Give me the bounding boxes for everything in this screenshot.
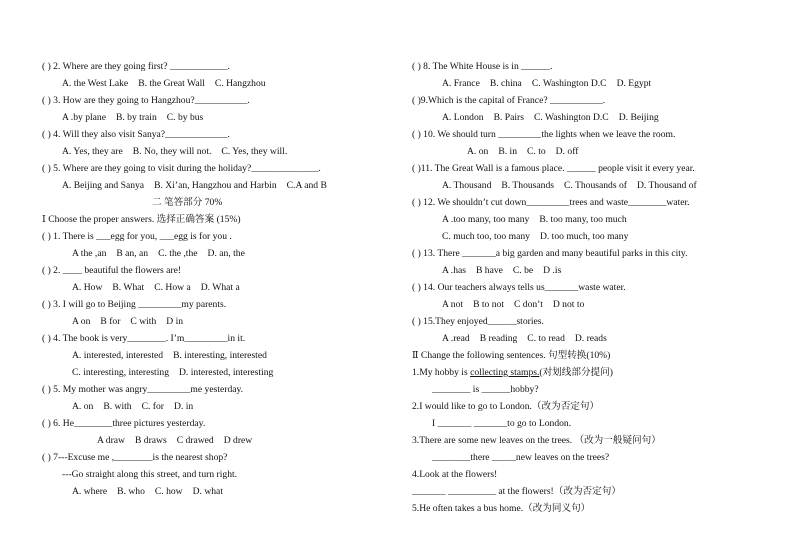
option-c: C with [130,316,157,327]
question-line: ( ) 3. I will go to Beijing _________my parents. [42,299,227,310]
option-b: B. the Great Wall [138,78,205,89]
question-line: ________ is ______hobby? [432,384,539,395]
question-line: ( ) 4. The book is very________. I’m_________in it. [42,333,246,344]
option-c: C don’t [513,299,543,310]
question-line: ( ) 10. We should turn _________the lights when we leave the room. [412,129,676,140]
option-a: C. much too, too many [442,231,530,242]
question-line: ( ) 4. Will they also visit Sanya?_____________. [42,129,230,140]
answer-options [42,109,372,126]
option-b: B. What [112,282,145,293]
option-c: C. Yes, they will. [221,146,288,157]
option-a: A. Yes, they are [62,146,123,157]
question-line: ---Go straight along this street, and turn right. [62,469,238,480]
option-d: D. Beijing [618,112,659,123]
option-b: B for [100,316,121,327]
question-line: 3.There are some new leaves on the trees. （改为一般疑问句） [412,435,661,446]
option-b: B. by train [115,112,157,123]
option-a: A. Thousand [442,180,492,191]
question-line: ________there _____new leaves on the trees? [432,452,610,463]
option-a: A. Beijing and Sanya [62,180,145,191]
option-a: A .by plane [62,112,106,123]
option-d: D .is [543,265,562,276]
option-b: D. interested, interesting [179,367,274,378]
answer-options [42,75,372,92]
option-c: C. Washington D.C [533,112,609,123]
question-line: ( )11. The Great Wall is a famous place. ______ people visit it every year. [412,163,695,174]
option-a: A on [72,316,91,327]
option-a: A. France [442,78,480,89]
question-line: 4.Look at the flowers! [412,469,498,480]
option-b: B. No, they will not. [132,146,212,157]
option-b: B. interesting, interested [173,350,267,361]
option-d: D. an, the [207,248,245,259]
answer-options [42,313,372,330]
answer-options [412,330,782,347]
option-d: D. What a [200,282,240,293]
option-c: C. for [141,401,164,412]
question-line: Ⅰ Choose the proper answers. 选择正确答案 (15%) [42,214,241,225]
option-a: A. interested, interested [72,350,164,361]
question-line: ( ) 8. The White House is in ______. [412,61,553,72]
option-a: C. interesting, interesting [72,367,169,378]
option-b: B have [475,265,503,276]
option-a: A. How [72,282,103,293]
option-d: D drew [223,435,253,446]
option-b: B. china [489,78,522,89]
option-c: C. How a [154,282,191,293]
answer-options [42,245,372,262]
question-line: _______ __________ at the flowers!（改为否定句） [412,486,621,497]
answer-options [412,75,782,92]
option-c: C. the ,the [158,248,198,259]
option-b: B. who [117,486,145,497]
answer-options [412,109,782,126]
answer-options [42,177,372,194]
option-d: D in [166,316,184,327]
option-c: C. Thousands of [563,180,627,191]
answer-options [412,262,782,279]
option-b: B. Thousands [501,180,554,191]
question-line: ( )9.Which is the capital of France? ___________. [412,95,606,106]
answer-options [42,483,372,500]
option-a: A not [442,299,464,310]
option-b: B. Pairs [493,112,524,123]
option-a: A .read [442,333,470,344]
option-a: A. where [72,486,108,497]
option-b: D. too much, too many [539,231,629,242]
answer-options [42,279,372,296]
answer-options [412,228,782,245]
question-text: (对划线部分提问) [539,367,613,378]
option-c: C drawed [176,435,214,446]
option-d: D. reads [574,333,607,344]
answer-options [42,143,372,160]
question-line: 二 笔答部分 70% [152,197,223,208]
option-b: B reading [479,333,518,344]
answer-options [412,211,782,228]
question-line: 5.He often takes a bus home.（改为同义句） [412,503,591,514]
option-c: C. Hangzhou [214,78,266,89]
left-column [42,58,372,500]
question-line: ( ) 13. There _______a big garden and many beautiful parks in this city. [412,248,688,259]
question-line: ( ) 1. There is ___egg for you, ___egg is for you . [42,231,232,242]
option-a: A draw [97,435,125,446]
option-c: C. to read [527,333,565,344]
underlined-phrase: collecting stamps. [470,367,540,378]
option-d: D. off [555,146,579,157]
option-b: B. too many, too much [539,214,627,225]
question-text: 1.My hobby is [412,367,471,378]
question-line: ( ) 2. ____ beautiful the flowers are! [42,265,182,276]
option-d: D not to [552,299,585,310]
answer-options [42,432,372,449]
option-c: C.A and B [286,180,327,191]
question-line [412,364,782,381]
option-b: B. Xi’an, Hangzhou and Harbin [154,180,277,191]
option-d: D. in [173,401,194,412]
option-c: C. Washington D.C [531,78,607,89]
option-d: D. what [192,486,223,497]
option-a: A. London [442,112,484,123]
option-a: A the ,an [72,248,107,259]
option-d: D. Thousand of [636,180,697,191]
answer-options [42,398,372,415]
question-line: Ⅱ Change the following sentences. 句型转换(10%) [412,350,611,361]
option-a: A .has [442,265,466,276]
option-c: C. by bus [166,112,204,123]
question-line: ( ) 7---Excuse me ,________is the nearest shop? [42,452,228,463]
answer-options [42,347,372,364]
right-column [412,58,782,517]
option-a: A. on [467,146,489,157]
question-line: 2.I would like to go to London.（改为否定句） [412,401,600,412]
option-a: A. the West Lake [62,78,129,89]
option-b: B an, an [116,248,149,259]
question-line: ( ) 12. We shouldn’t cut down_________trees and waste________water. [412,197,690,208]
answer-options [412,177,782,194]
answer-options [412,143,782,160]
question-line: I _______ _______to go to London. [432,418,572,429]
option-c: C. how [154,486,183,497]
option-a: A .too many, too many [442,214,530,225]
question-line: ( ) 15.They enjoyed______stories. [412,316,544,327]
option-a: A. on [72,401,94,412]
answer-options [42,364,372,381]
option-b: B to not [473,299,504,310]
option-d: D. Egypt [616,78,652,89]
question-line: ( ) 5. My mother was angry_________me yesterday. [42,384,244,395]
question-line: ( ) 14. Our teachers always tells us_______waste water. [412,282,626,293]
question-line: ( ) 5. Where are they going to visit during the holiday?______________. [42,163,321,174]
option-b: B. with [103,401,132,412]
option-b: B draws [134,435,167,446]
question-line: ( ) 6. He________three pictures yesterday. [42,418,206,429]
option-b: B. in [498,146,517,157]
question-line: ( ) 3. How are they going to Hangzhou?___________. [42,95,250,106]
question-line: ( ) 2. Where are they going first? ____________. [42,61,230,72]
option-c: C. to [527,146,546,157]
option-c: C. be [512,265,534,276]
answer-options [412,296,782,313]
